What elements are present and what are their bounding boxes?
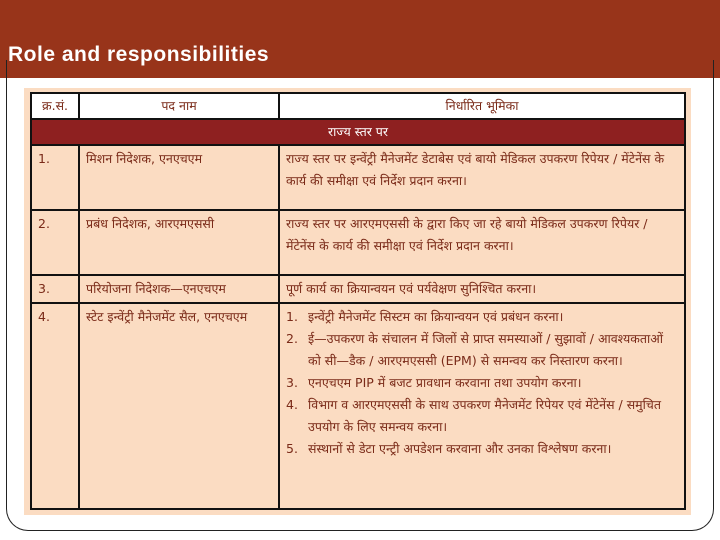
- slide-title: Role and responsibilities: [8, 43, 270, 66]
- role-list-item: [286, 328, 678, 372]
- item-text: संस्थानों से डेटा एन्ट्री अपडेशन करवाना और उनका विश्लेषण करना।: [308, 441, 612, 456]
- item-number: 5.: [286, 441, 298, 456]
- row-role: पूर्ण कार्य का क्रियान्वयन एवं पर्यवेक्षण सुनिश्चित करना।: [279, 275, 685, 303]
- row-number: 2.: [31, 210, 79, 275]
- row-number: 3.: [31, 275, 79, 303]
- header-serial: क्र.सं.: [31, 93, 79, 119]
- row-number: 1.: [31, 145, 79, 210]
- table-header-row: [31, 93, 685, 119]
- item-number: 4.: [286, 397, 298, 412]
- role-list-item: [286, 394, 678, 438]
- row-post: प्रबंध निदेशक, आरएमएससी: [79, 210, 279, 275]
- item-number: 2.: [286, 331, 298, 346]
- section-row: [31, 119, 685, 145]
- row-role: राज्य स्तर पर इन्वेंट्री मैनेजमेंट डेटाबेस एवं बायो मेडिकल उपकरण रिपेयर / मेंटेनेंस के कार्य की समीक्षा एवं निर्देश प्रदान करना।: [279, 145, 685, 210]
- table-row: [31, 210, 685, 275]
- item-number: 3.: [286, 375, 298, 390]
- table-row: [31, 275, 685, 303]
- row-post: मिशन निदेशक, एनएचएम: [79, 145, 279, 210]
- row-role: राज्य स्तर पर आरएमएससी के द्वारा किए जा रहे बायो मेडिकल उपकरण रिपेयर / मेंटेनेंस के कार्य की समीक्षा एवं निर्देश प्रदान करना।: [279, 210, 685, 275]
- table-row: [31, 145, 685, 210]
- item-text: इन्वेंट्री मैनेजमेंट सिस्टम का क्रियान्वयन एवं प्रबंधन करना।: [308, 309, 564, 324]
- role-list-item: [286, 306, 678, 328]
- roles-table: [30, 92, 686, 510]
- section-label: राज्य स्तर पर: [31, 119, 685, 145]
- row-post: परियोजना निदेशक—एनएचएम: [79, 275, 279, 303]
- row-role: [279, 303, 685, 509]
- row-post: स्टेट इन्वेंट्री मैनेजमेंट सैल, एनएचएम: [79, 303, 279, 509]
- item-number: 1.: [286, 309, 298, 324]
- header-role: निर्धारित भूमिका: [279, 93, 685, 119]
- role-list-item: [286, 372, 678, 394]
- item-text: विभाग व आरएमएससी के साथ उपकरण मैनेजमेंट रिपेयर एवं मेंटेनेंस / समुचित उपयोग के लिए समन्वय करना।: [308, 397, 661, 434]
- table-row: [31, 303, 685, 509]
- role-list-item: [286, 438, 678, 460]
- item-text: ई—उपकरण के संचालन में जिलों से प्राप्त समस्याओं / सुझावों / आवश्यकताओं को सी—डैक / आरएमएससी (EPM) से समन्वय कर निस्तारण करना।: [308, 331, 663, 368]
- row-number: 4.: [31, 303, 79, 509]
- role-list: [286, 306, 678, 460]
- header-post: पद नाम: [79, 93, 279, 119]
- item-text: एनएचएम PIP में बजट प्रावधान करवाना तथा उपयोग करना।: [308, 375, 582, 390]
